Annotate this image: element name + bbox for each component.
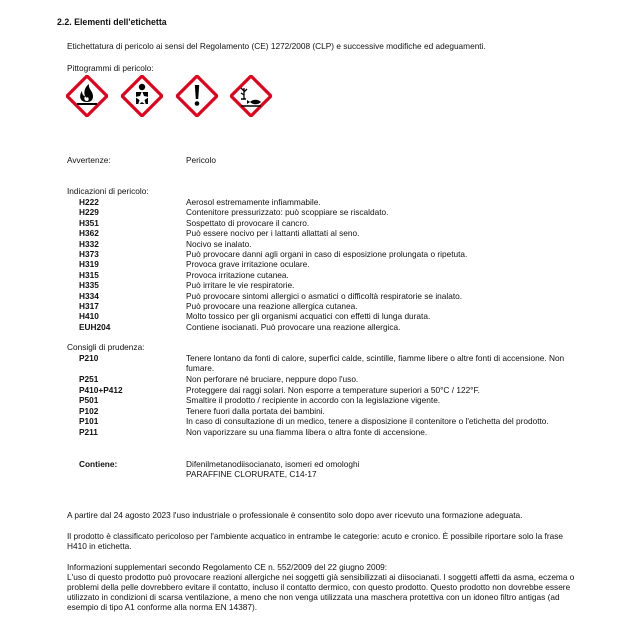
hazard-statement-text: Contiene isocianati. Può provocare una reazione allergica. [186, 321, 401, 332]
precautionary-statement-text: Non perforare né bruciare, neppure dopo l'uso. [186, 374, 359, 384]
flame-icon [66, 75, 108, 117]
environment-icon [230, 75, 272, 117]
hazard-statement-text: Può provocare danni agli organi in caso di esposizione prolungata o ripetuta. [186, 249, 468, 259]
hazard-statement-text: Aerosol estremamente infiammabile. [186, 197, 321, 207]
hazard-statement-code: H351 [79, 217, 99, 228]
precaution-label: Consigli di prudenza: [67, 342, 145, 352]
hazard-statement-code: H332 [79, 238, 99, 249]
hazard-statement-text: Può irritare le vie respiratorie. [186, 280, 295, 291]
contains-label: Contiene: [79, 459, 118, 469]
hazard-statement-text: Contenitore pressurizzato: può scoppiare se riscaldato. [186, 207, 389, 218]
hazard-statement-code: H335 [79, 280, 99, 291]
precautionary-statement-text: Non vaporizzare su una fiamma libera o altra fonte di accensione. [186, 426, 428, 437]
training-notice: A partire dal 24 agosto 2023 l'uso industriale o professionale è consentito solo dopo aver ricevuto una formazione adeguata. [67, 510, 523, 520]
hazard-statement-code: H222 [79, 197, 99, 207]
signal-word: Pericolo [186, 155, 216, 165]
section-title: 2.2. Elementi dell'etichetta [57, 17, 167, 27]
supplementary-info-heading: Informazioni supplementari secondo Regolamento CE n. 552/2009 del 22 giugno 2009: [67, 562, 388, 572]
contains-line: PARAFFINE CLORURATE, C14-17 [186, 469, 317, 479]
contains-line: Difenilmetanodiisocianato, isomeri ed omologhi [186, 459, 360, 469]
precautionary-statement-text: In caso di consultazione di un medico, tenere a disposizione il contenitore o l'etichetta del prodotto. [186, 416, 549, 426]
hazard-statement-code: H317 [79, 301, 99, 311]
hazard-statement-text: Sospettato di provocare il cancro. [186, 217, 310, 228]
precautionary-statement-code: P251 [79, 374, 99, 384]
precautionary-statement-code: P101 [79, 416, 99, 426]
hazard-statement-text: Nocivo se inalato. [186, 238, 252, 249]
precautionary-statement-code: P211 [79, 426, 98, 437]
precautionary-statement-text: Tenere fuori dalla portata dei bambini. [186, 405, 325, 416]
hazard-statement-text: Provoca grave irritazione oculare. [186, 259, 310, 270]
pictograms-label: Pittogrammi di pericolo: [67, 63, 154, 73]
aquatic-classification-note: Il prodotto è classificato pericoloso per l'ambiente acquatico in entrambe le categorie: acuto e cronico. È possibile riportare solo la frase H410 in etichetta. [67, 531, 563, 551]
signal-label: Avvertenze: [67, 155, 111, 165]
intro-text: Etichettatura di pericolo ai sensi del Regolamento (CE) 1272/2008 (CLP) e successive modifiche ed adeguamenti. [67, 41, 486, 51]
precautionary-statement-text: Tenere lontano da fonti di calore, superfici calde, scintille, fiamme libere o altre fonti di accensione. Non fumare. [186, 353, 565, 373]
hazard-statement-code: EUH204 [79, 321, 111, 332]
hazard-statement-code: H334 [79, 290, 99, 301]
hazard-statement-text: Può essere nocivo per i lattanti allattati al seno. [186, 228, 360, 239]
hazard-statement-code: H229 [79, 207, 99, 218]
precautionary-statement-code: P501 [79, 395, 99, 405]
hazard-statement-code: H319 [79, 259, 99, 270]
precautionary-statement-code: P210 [79, 353, 99, 363]
hazard-statement-text: Può provocare sintomi allergici o asmatici o difficoltà respiratorie se inalato. [186, 290, 463, 301]
precautionary-statement-text: Smaltire il prodotto / recipiente in accordo con la legislazione vigente. [186, 395, 441, 405]
supplementary-info-text: L'uso di questo prodotto può provocare reazioni allergiche nei soggetti già sensibilizzati ai diisocianati. I soggetti affetti da asma, eczema o problemi della pelle dovrebbero evitare il contatto, incluso il contatto dermico, con questo prodotto. Questo prodotto non dovrebbe essere utilizzato in condizioni di scarsa ventilazione, a meno che non venga utilizzata una maschera protettiva con un idoneo filtro antigas (ad esempio di tipo A1 conforme alla norma EN 14387). [67, 572, 575, 612]
hazard-statement-text: Può provocare una reazione allergica cutanea. [186, 301, 358, 311]
hazard-statement-code: H410 [79, 311, 99, 322]
precautionary-statement-code: P102 [79, 405, 99, 416]
hazard-statement-code: H315 [79, 269, 99, 280]
hazard-statement-code: H373 [79, 249, 99, 259]
health-hazard-icon [121, 75, 163, 117]
hazard-statement-text: Provoca irritazione cutanea. [186, 269, 289, 280]
hazard-statement-text: Molto tossico per gli organismi acquatici con effetti di lunga durata. [186, 311, 431, 322]
exclamation-mark-icon [176, 75, 218, 117]
precautionary-statement-text: Proteggere dai raggi solari. Non esporre a temperature superiori a 50°C / 122°F. [186, 384, 480, 395]
hazard-label: Indicazioni di pericolo: [67, 186, 149, 196]
hazard-statement-code: H362 [79, 228, 99, 239]
precautionary-statement-code: P410+P412 [79, 384, 123, 395]
